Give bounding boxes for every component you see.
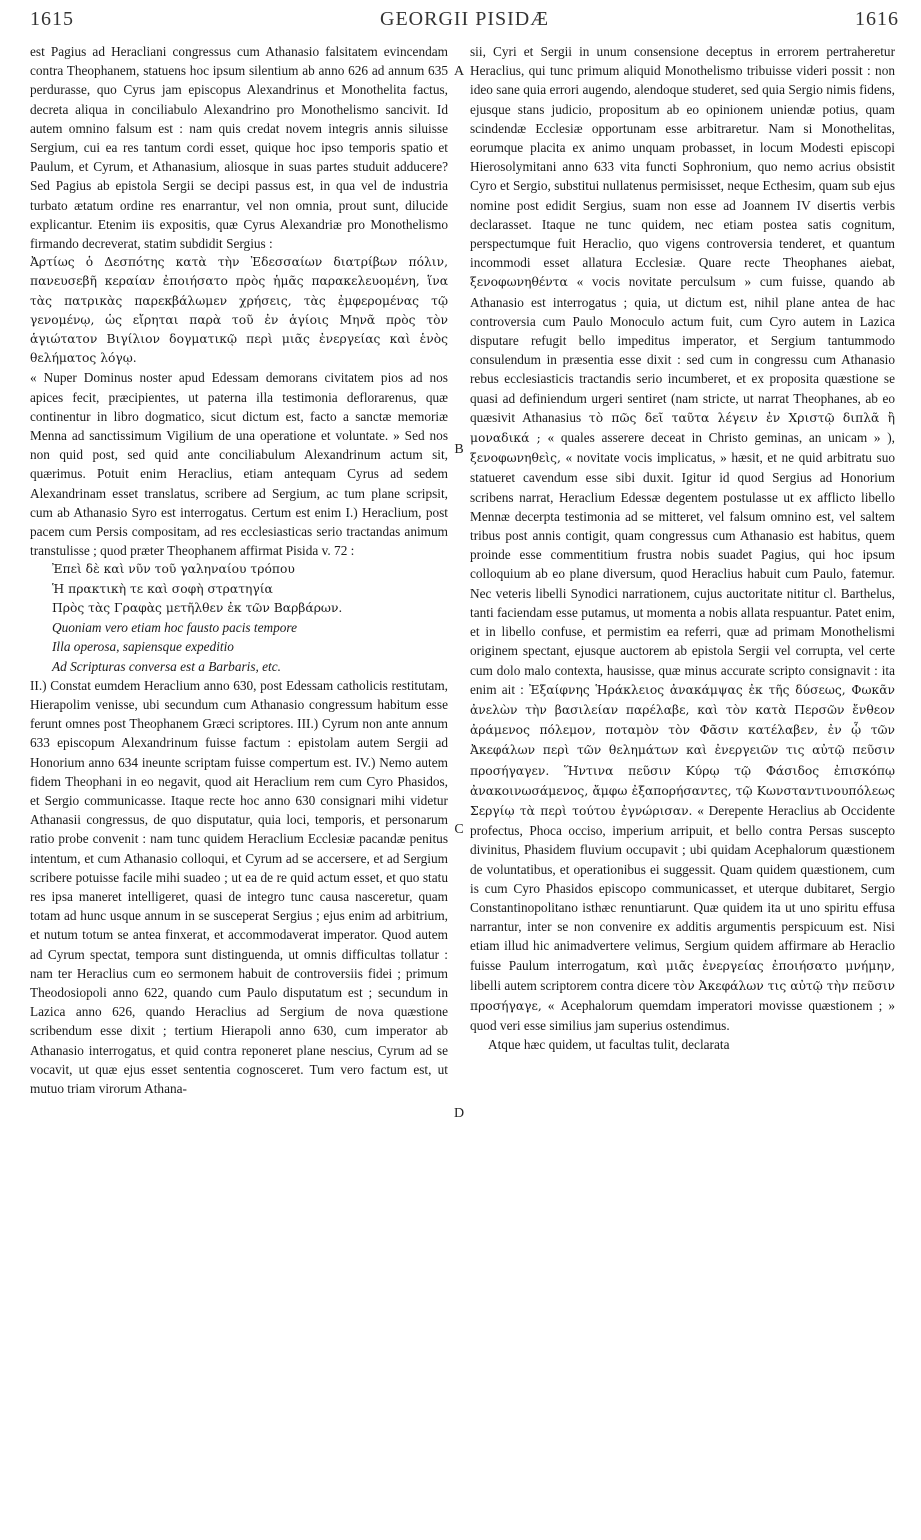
right-p2b-text: libelli autem scriptorem contra dicere [470, 977, 670, 993]
right-p2c-text: « Acephalorum quemdam imperatori movisse quæstionem ; » quod veri esse similius jam superius ostendimus. [470, 997, 895, 1034]
greek-word-xenophonethenta: ξενοφωνηθέντα [470, 275, 568, 290]
right-p2-text: « Derepente Heraclius ab Occidente profectus, Phoca occiso, imperium arripuit, et bello contra Persas suscepto divinitus, Phasidem fluvium occupavit ; ubi quidam Acephalorum quæstionem de voluntatibus, et operationibus ei suggessit. Quam quidem quæstionem, cum is cum Cyro Phasidos episcopo communicasset, et uterque dubitaret, Sergio Constantinopolitano isthæc renuntiarunt. Quæ quidem ita ut uno spiritu effusa narrantur, inter se non convenire ex additis argumentis perspicuum est. Nisi etiam illud hic animadvertere velimus, Sergium quidem affirmare ab Heraclio fuisse Paulum interrogatum, [470, 802, 895, 973]
page-number-right: 1616 [855, 8, 899, 30]
greek-verse-line-1: Ἐπεὶ δὲ καὶ νῦν τοῦ γαληναίου τρόπου [52, 562, 295, 577]
greek-phrase-akephalon: τὸν Ἀκεφάλων τις αὐτῷ τὴν πεῦσιν προσήγαγε, [470, 978, 895, 1013]
left-paragraph-2: « Nuper Dominus noster apud Edessam demorans civitatem pios ad nos apices fecit, præcipientes, ut paterna illa testimonia deflorarenus, quæ continentur in libro dogmatico, sicut dictum est, facto a sanctæ memoriæ Menna ad sanctissimum Vigilium de una operatione et voluntate. » Sed nos non quid post, sed quid ante conciliabulum Alexandrinum actum sit, quærimus. Potuit enim Heraclius, etiam antequam Cyrus ad sedem Alexandrinam esset translatus, scribere ad Sergium, ac tum plane scripsit, cum ab Athanasio Syro est interrogatus. Certum est enim I.) Heraclium, post pacem cum Persis compositam, ad res ecclesiasticas serio tractandas animum transtulisse ; quod præter Theophanem affirmat Pisida v. 72 : [30, 370, 448, 559]
right-paragraph-final: Atque hæc quidem, ut facultas tulit, declarata [488, 1037, 730, 1053]
right-p1c-text: « quales asserere deceat in Christo geminas, an unicam » ), [547, 430, 895, 446]
greek-verse-line-3: Πρὸς τὰς Γραφὰς μετῆλθεν ἐκ τῶν Βαρβάρων. [52, 600, 343, 615]
running-title: GEORGII PISIDÆ [380, 8, 549, 30]
greek-phrase-energeia: καὶ μιᾶς ἐνεργείας ἐποιήσατο μνήμην, [636, 958, 895, 973]
greek-question: τὸ πῶς δεῖ ταῦτα λέγειν ἐν Χριστῷ διπλᾶ ἢ μοναδικά ; [470, 410, 895, 446]
margin-letter-d: D [453, 1106, 465, 1121]
page-header [30, 8, 899, 36]
greek-quotation-synodicon: Ἐξαίφνης Ἡράκλειος ἀνακάμψας ἐκ τῆς δύσεως, Φωκᾶν ἀνελὼν τὴν βασιλείαν παρέλαβε, καὶ τὸν κατὰ Περσῶν ἔνθεον ἀράμενος πόλεμον, ποταμὸν τὸν Φᾶσιν κατέλαβεν, ἐν ᾧ τῶν Ἀκεφάλων περὶ τῶν θελημάτων καὶ ἐνεργειῶν τις αὐτῷ πεῦσιν προσήγαγεν. Ἥντινα πεῦσιν Κύρῳ τῷ Φάσιδος ἐπισκόπῳ ἀνακοινωσάμενος, ἄμφω ἐξαπορήσαντες, τῷ Κωνσταντινουπόλεως Σεργίῳ τὰ περὶ τούτου ἐγνώρισαν. [470, 682, 895, 818]
latin-verse-line-1: Quoniam vero etiam hoc fausto pacis tempore [52, 620, 297, 636]
right-column [470, 42, 895, 1512]
left-paragraph-3: II.) Constat eumdem Heraclium anno 630, post Edessam catholicis restitutam, Hierapolim venisse, ubi secundum cum Athanasio congressum habitum esse ferunt omnes post Theophanem Græci scriptores. III.) Cyrum non ante annum 633 episcopum Alexandrinum fuisse factum : epistolam autem Sergii ad Honorium anno 634 ineunte scriptam fuisse compertum est. IV.) Nemo autem fidem Theophani in eo negavit, quod ait Heraclium rem cum Cyro Phasidos, et Sergio communicasse. Itaque recte hoc anno 630 consignari mihi videtur Athanasii congressus, de quo disputatur, quia loci, temporis, et personarum ratio probe convenit : nam tunc quidem Heraclium Ecclesiæ pacandæ penitus intentum, et cum Athanasio colloqui, et Cyrum ad se accersere, et ad Sergium scribere potuisse facile mihi suadeo ; ut ea de re quid actum esset, et quo statu res ipsa maneret intelligeret, quasi de integro tunc causa nasceretur, quam totam ad hunc usque annum in se susceperat Sergius ; ejus enim ad arbitrium, et nutum totum se antea finxerat, et accommodaverat imperator. Quod autem ad Cyrum spectat, tempora sunt distinguenda, ut omnis difficultas tollatur : nam ter Heraclius cum eo sermonem habuit de controversiis fidei ; primum Theodosiopoli anno 622, quando cum Paulo disputatum est ; secundum in Lazica anno 626, quando Heraclius ad Sergium de nova quæstione scribendum esse dixit ; tertium Hierapoli anno 630, cum imperator ab Athanasio interrogatus, et quid contra reponeret plane nescius, Cyrum ad se vocavit, ut quæ ejus esset sententia cognosceret. Tum vero factum est, ut mutuo triam virorum Athana- [30, 677, 448, 1096]
right-paragraph-1 [470, 42, 895, 1035]
left-paragraph-1: est Pagius ad Heracliani congressus cum Athanasio falsitatem evincendam contra Theophanem, statuens hoc ipsum silentium ab anno 626 ad annum 635 perdurasse, quo Cyrus jam episcopus Alexandrinus et Monothelita factus, decreta aliqua in conciliabulo Alexandrino pro Monothelismo sancivit. Id autem omnino falsum est : nam quis credat novem integris annis siluisse Sergium, cui ea res tantum cordi esset, quique hoc ipso temporis spatio et Paulum, et Cyrum, et Athanasium, aliosque in suas partes studuit adducere? Sed Pagius ab epistola Sergii se decipi passus est, in qua vel de industria turbato ætatum ordine res enarrantur, vel non omnia, prout sunt, dilucide explicantur. Etenim iis expositis, quæ Cyrus Alexandriæ pro Monothelismo firmando decreverat, statim subdidit Sergius : [30, 44, 448, 252]
page-number-left: 1615 [30, 8, 74, 30]
greek-quotation-sergius: Ἀρτίως ὁ Δεσπότης κατὰ τὴν Ἐδεσσαίων διατρίβων πόλιν, πανευσεβῆ κεραίαν ἐποιήσατο πρὸς ἡμᾶς παρακελευομένη, ἵνα τὰς πατρικὰς παρεκβάλωμεν χρήσεις, τὰς ἐμφερομένας τῷ γενομένῳ, ὡς εἴρηται παρὰ τοῦ ἐν ἁγίοις Μηνᾶ πρὸς τὸν ἁγιώτατον Βιγίλιον δογματικῷ περὶ μιᾶς ἐνεργείας καὶ ἑνὸς θελήματος λόγῳ. [30, 255, 448, 366]
right-p1d-text: « novitate vocis implicatus, » hæsit, et ne quid arbitratu suo statueret cavendum esse sibi duxit. Igitur id quod Sergius ad Honorium scribens narrat, Heraclium Edessæ degentem postulasse ut ex afflicto libello Mennæ decerpta testimonia ad se mitteret, vel falsum omnino est, vel saltem tribus post annis contigit, quam congressus cum Athanasio est habitus, quem proinde esse commentitium frustra nobis suadet Pagius, qui hoc ipsum colloquium ab eo plane diversum, quod Heraclius habuit cum Paulo, fatemur. Nec veteris libelli Synodici narrationem, cujus auctoritate nititur cl. Barthelus, tanti faciendam esse putamus, ut momenta a nobis allata respuantur. Patet enim, et in libello confuse, et permistim ea referri, quæ ad primam Monothelismi originem spectant, ejusque auctorem ab epistola Sergii vel corrupta, vel certe cum dolo malo contexta, hausisse, quæ minus accurate scripto consignavit : ita enim ait : [470, 450, 895, 697]
greek-verse-line-2: Ἡ πρακτικὴ τε καὶ σοφὴ στρατηγία [52, 581, 273, 596]
margin-letter-b: B [454, 442, 464, 457]
margin-letter-c: C [454, 822, 464, 837]
margin-letter-a: A [453, 64, 465, 79]
right-p1b-text: « vocis novitate perculsum » cum fuisse, quando ab Athanasio est interrogatus ; quia, ut dictum est, nihil plane antea de hac controversia cum Paulo Monoculo actum fuit, cum Cyro autem in Lazica disputare refugit bello impeditus imperator, et Sergium tantummodo consulendum in præsentia esse dixit : sed cum in congressu cum Athanasio rebus ecclesiasticis tractandis serio incumberet, et ex proposita quæstione se quasi ad definiendum urgeri sentiret (nam stricte, ut narrat Theophanes, ab eo quæsivit Athanasius [470, 274, 895, 425]
right-p1-text: sii, Cyri et Sergii in unum consensione deceptus in errorem pertraheretur Heraclius, qui tunc primum aliquid Monothelismo tribuisse videri possit : non ideo sane quia errori augendo, alendoque studeret, sed quia Sergio nimis fidens, ejusque stans judicio, propositum ab eo opinionem uniendæ potius, quam scindendæ Ecclesiæ opportunam esse arbitraretur. Nam si Monothelitas, eorumque placita ex animo unquam probasset, in locum Modesti episcopi Hierosolymitani anno 633 vita functi Sophronium, quo nemo acrius obsistit Cyro et Sergio, substitui nullatenus permisisset, neque Ecthesim, quam sub ejus nomine post edidit Sergius, suam non esse ad Joannem IV disertis verbis declarasset. Itaque ne tunc quidem, nec etiam postea satis cognitum, perspectumque fuit Heraclio, quo vigens controversia tenderet, et quantum incommodi esset allatura Ecclesiæ. Quare recte Theophanes aiebat, [470, 44, 895, 271]
left-column [30, 42, 448, 1512]
greek-word-xenophonetheis: ξενοφωνηθεὶς, [470, 451, 561, 466]
latin-verse-line-3: Ad Scripturas conversa est a Barbaris, etc. [52, 658, 281, 674]
latin-verse-line-2: Illa operosa, sapiensque expeditio [52, 639, 234, 655]
